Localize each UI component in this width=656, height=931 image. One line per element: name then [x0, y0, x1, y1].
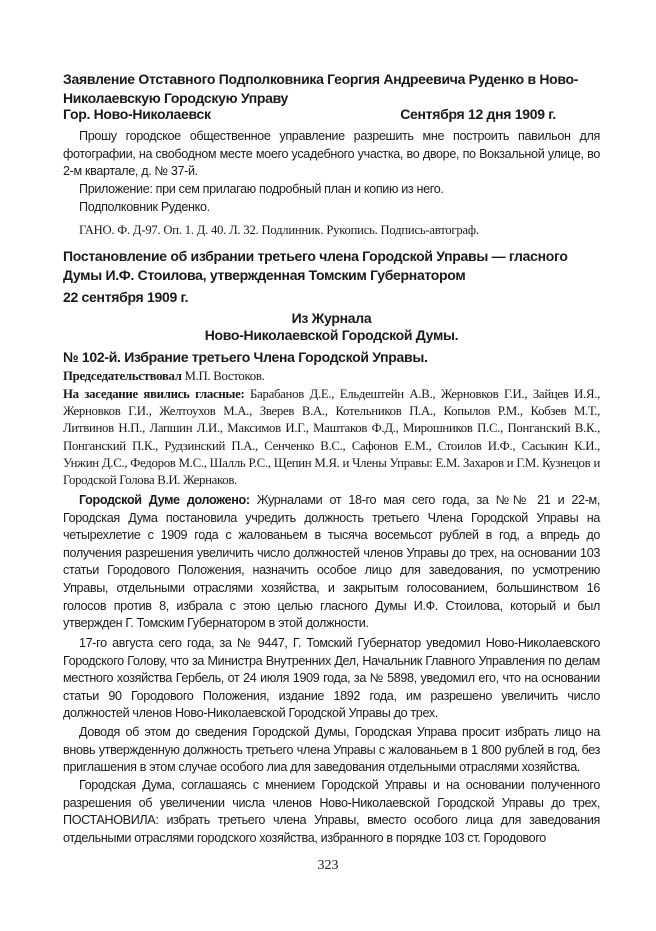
item-title: № 102-й. Избрание третьего Члена Городской Управы. [63, 349, 428, 365]
doc1-date: Сентября 12 дня 1909 г. [400, 106, 556, 122]
journal-heading-line1: Из Журнала [291, 310, 372, 326]
paragraph-1 [63, 492, 600, 633]
paragraph-4: Городская Дума, соглашаясь с мнением Городской Управы и на основании полученного разрешения об увеличении числа членов Ново-Николаевской Городской Управы до трех, ПОСТАНОВИЛА: избрать третьего члена Управы, вместо особого лица для заведования отдельными отраслями городского хозяйства, избранного в порядке 103 ст. Городового [63, 778, 600, 845]
journal-heading-line2: Ново-Николаевской Городской Думы. [204, 327, 459, 343]
doc1-body: Прошу городское общественное управление разрешить мне построить павильон для фотографии, на свободном месте моего усадебного участка, во дворе, по Вокзальной улице, во 2-м квартале, д. № 37-й. [63, 129, 600, 179]
attendance-paragraph [63, 386, 600, 489]
doc2-date: 22 сентября 1909 г. [63, 289, 189, 305]
proposed-label: Городской Думе доложено: [79, 493, 250, 507]
doc1-attachment: Приложение: при сем прилагаю подробный план и копию из него. [79, 182, 444, 196]
chair-line [63, 368, 600, 385]
chair-label: Председательствовал [63, 369, 182, 383]
doc1-title: Заявление Отставного Подполковника Георгия Андреевича Руденко в Ново-Николаевскую Городскую Управу [63, 71, 579, 106]
attendance-label: На заседание явились гласные: [63, 387, 245, 401]
doc1-place: Гор. Ново-Николаевск [63, 106, 211, 122]
paragraph-1-text: Журналами от 18-го мая сего года, за №№ 21 и 22-м, Городская Дума постановила учредить должность третьего Члена Городской Управы на четырехлетие с 1909 года с жалованьем в тысяча восемьсот рублей в год, а впредь до получения разрешения увеличить число должностей членов Управы до трех, на основании 103 статьи Городового Положения, назначить особое лицо для заведования, по усмотрению Управы, отдельными отраслями хозяйства, и закрытым голосованием, большинством 16 голосов против 8, избрала с этою целью гласного Думы И.Ф. Стоилова, который и был утвержден Г. Томским Губернатором в этой должности. [63, 493, 600, 631]
chair-name: М.П. Востоков. [184, 369, 265, 383]
paragraph-2: 17-го августа сего года, за № 9447, Г. Томский Губернатор уведомил Ново-Николаевского Городского Голову, что за Министра Внутренних Дел, Начальник Главного Управления по делам местного хозяйства Гербель, от 24 июля 1909 года, за № 5898, уведомил его, что на основании статьи 90 Городового Положения, издание 1892 года, им разрешено увеличить число должностей членов Ново-Николаевской Городской Управы до трех. [63, 636, 600, 721]
attendance-list: Барабанов Д.Е., Ельдештейн А.В., Жерновков Г.И., Зайцев И.Я., Жерновков Г.И., Желтоухов М.А., Зверев В.А., Котельников П.А., Копылов Р.М., Кобзев М.Т., Литвинов Н.П., Лапшин Л.И., Максимов И.Г., Маштаков Ф.Д., Мирошников П.С., Понганский В.К., Понганский П.К., Рудзинский П.А., Сенченко В.С., Сафонов Е.М., Стоилов И.Ф., Сасыкин К.И., Унжин Д.С., Федоров М.С., Шалль Р.С., Щепин М.Я. и Члены Управы: Е.М. Захаров и Г.М. Кузнецов и Городской Голова В.И. Жернаков. [63, 387, 601, 488]
page-number: 323 [317, 858, 339, 873]
doc1-archive-source: ГАНО. Ф. Д-97. Оп. 1. Д. 40. Л. 32. Подлинник. Рукопись. Подпись-автограф. [79, 223, 479, 237]
doc2-title: Постановление об избрании третьего члена Городской Управы — гласного Думы И.Ф. Стоилова, утвержденная Томским Губернатором [63, 248, 568, 283]
doc1-place-date-row [63, 106, 556, 122]
paragraph-3: Доводя об этом до сведения Городской Думы, Городская Управа просит избрать лицо на вновь утвержденную должность третьего члена Управы с жалованьем в 1 800 рублей в год, без приглашения в этом случае особого лиа для заведования отдельными отраслями хозяйства. [63, 725, 600, 775]
doc1-signature: Подполковник Руденко. [79, 200, 210, 214]
